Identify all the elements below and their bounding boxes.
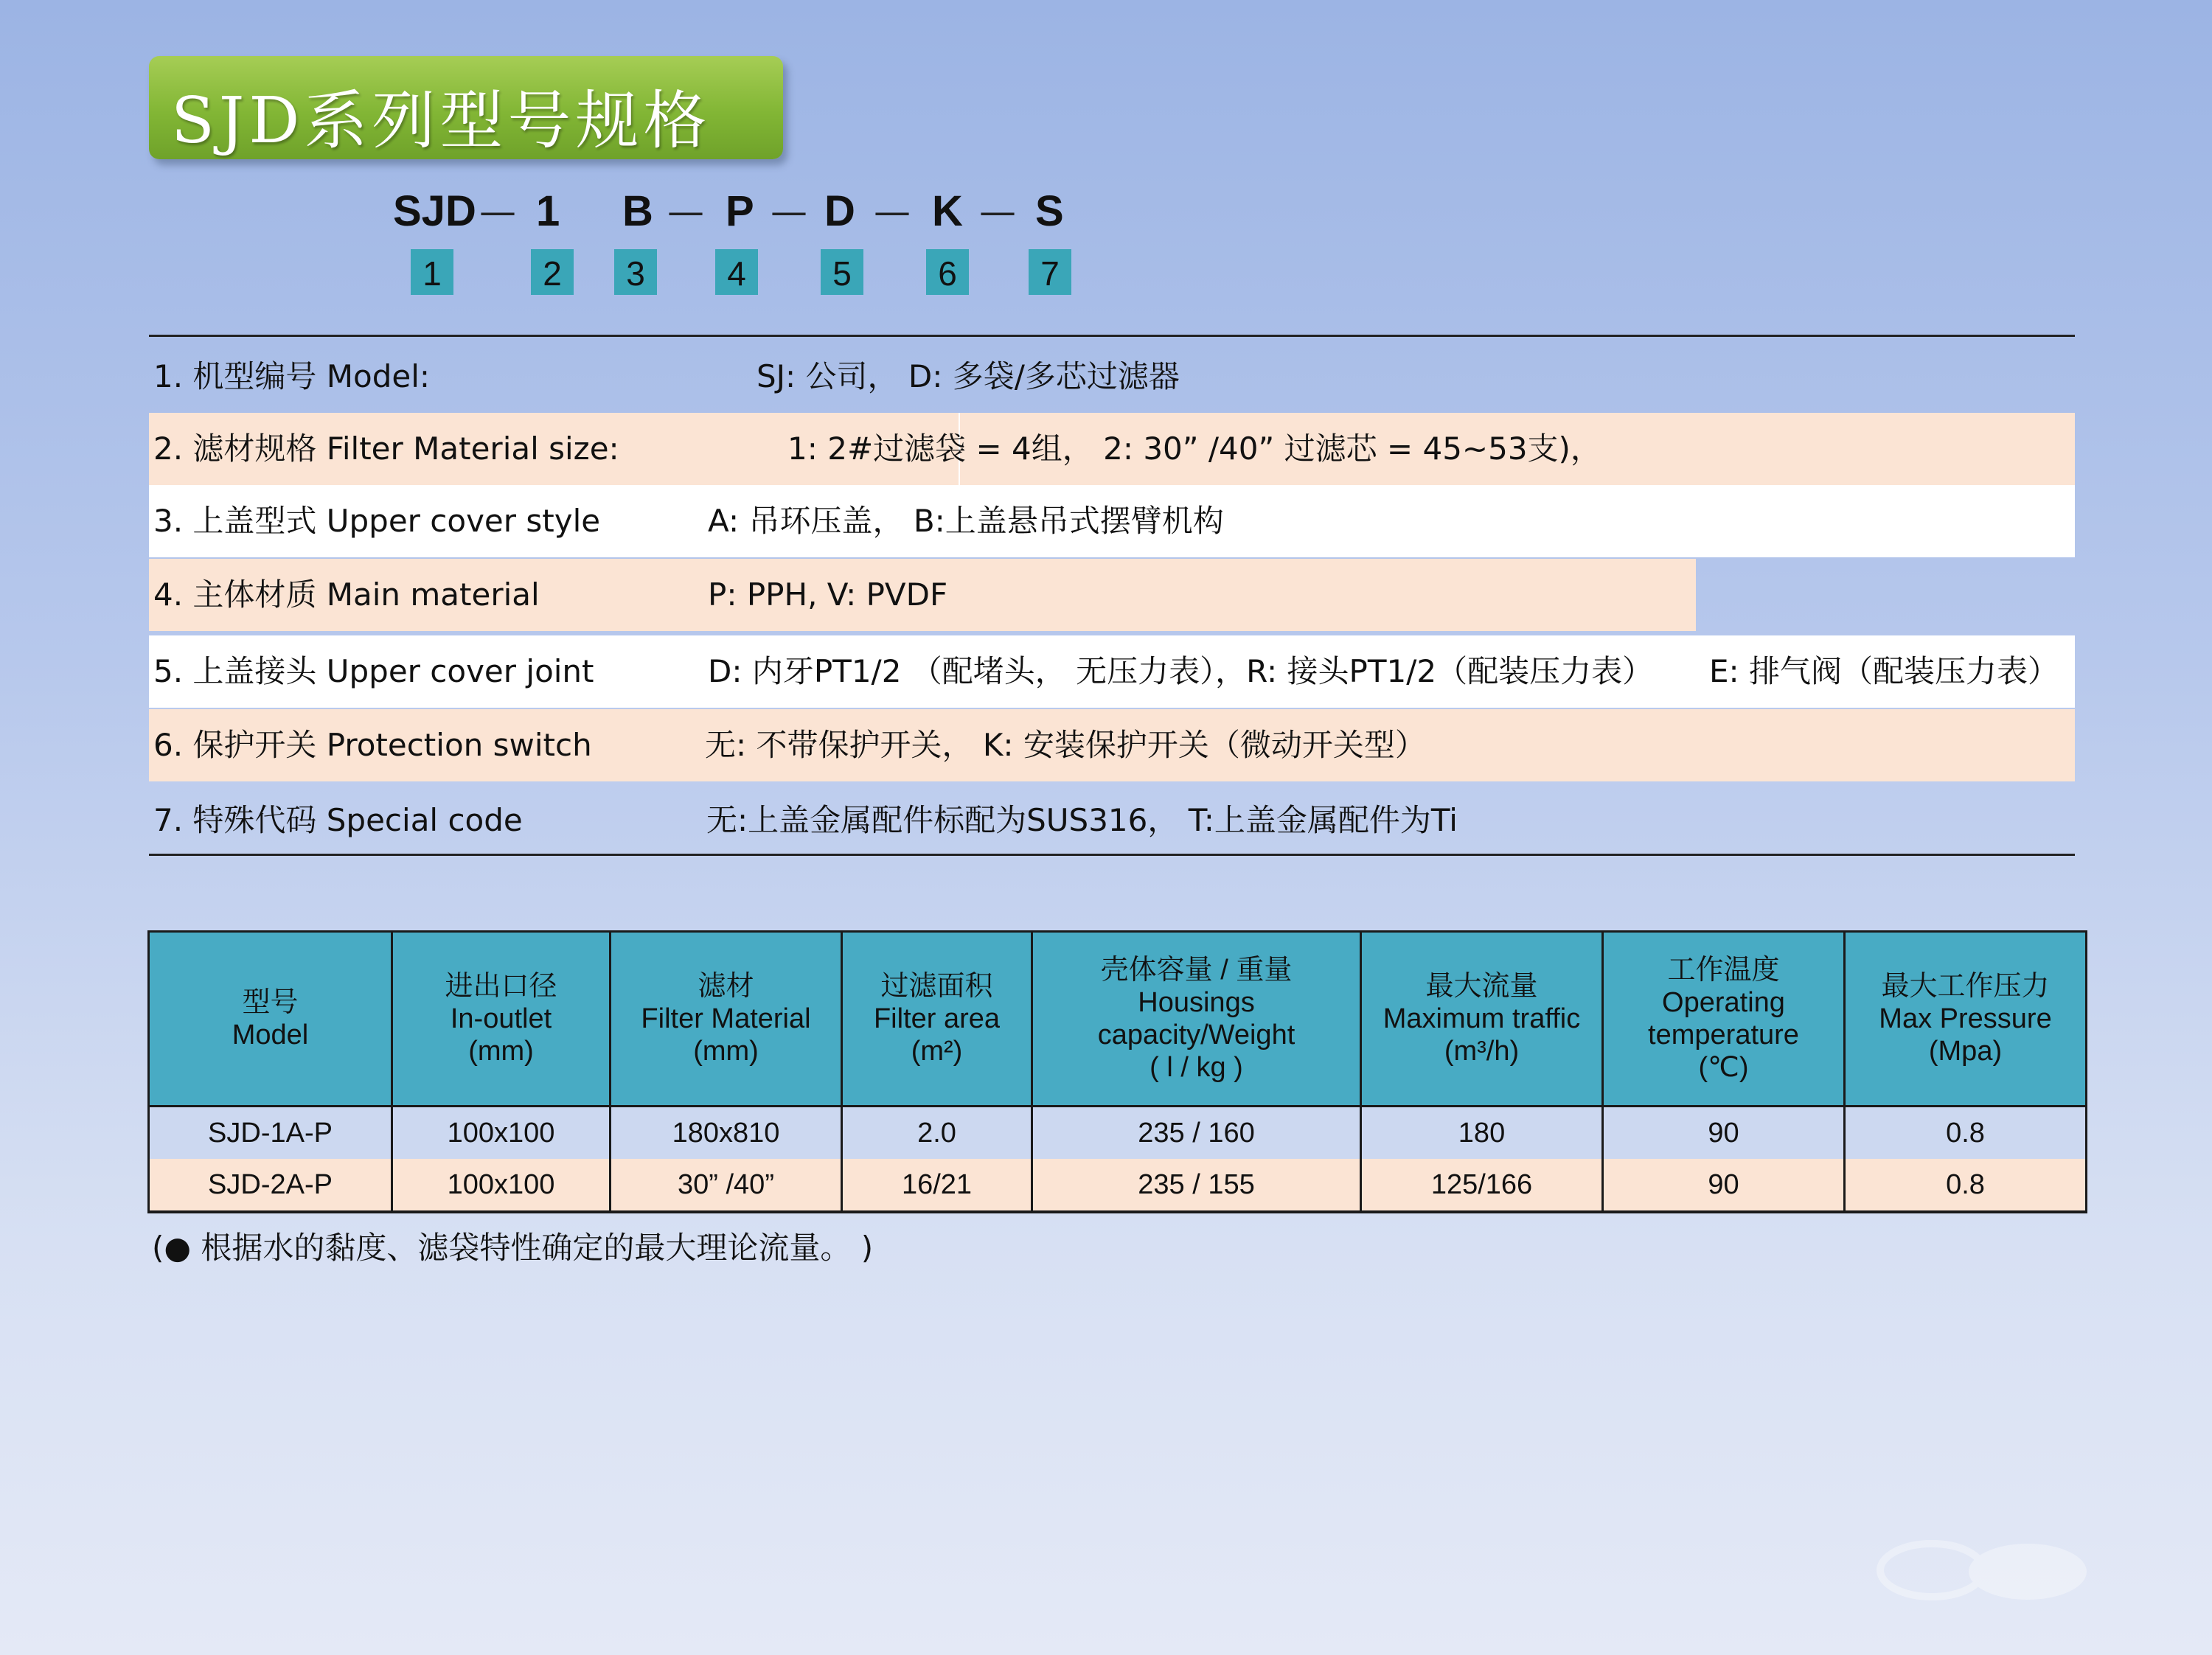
table-header-row [149,932,2087,1107]
header-en: In-outlet [450,1003,552,1034]
code-part-material: P [726,187,754,235]
spec-value: A: 吊环压盖， B:上盖悬吊式摆臂机构 [708,503,1224,539]
header-en: Operating [1662,987,1785,1018]
table-cell: 235 / 160 [1032,1107,1361,1160]
code-index-box: 5 [821,249,863,295]
header-unit: (mm) [468,1036,534,1067]
table-cell: 90 [1603,1159,1845,1212]
code-separator: — [479,190,516,233]
table-cell: SJD-2A-P [149,1159,392,1212]
code-part-filter: 1 [536,187,560,235]
page-title: SJD系列型号规格 [171,84,712,158]
header-en: Housings [1138,987,1255,1018]
code-index-box: 6 [926,249,969,295]
spec-row-cover-joint [149,635,2075,708]
spec-row-filter-size [149,413,2075,485]
spec-row-special-code [149,784,2075,857]
header-en: Max Pressure [1879,1003,2052,1034]
spec-value: 无:上盖金属配件标配为SUS316， T:上盖金属配件为Ti [706,802,1458,838]
code-part-cover: B [622,187,653,235]
header-en: capacity/Weight [1097,1020,1295,1051]
header-cn: 过滤面积 [880,971,993,1002]
header-cn: 进出口径 [445,971,557,1002]
code-separator: — [667,190,704,233]
header-max-traffic [1361,932,1603,1107]
code-part-switch: K [932,187,963,235]
watermark-logo [1843,1533,2109,1607]
table-cell: 180x810 [611,1107,842,1160]
code-index-box: 2 [531,249,574,295]
table-row [149,1159,2087,1212]
header-filter-area [842,932,1032,1107]
code-index-box: 1 [411,249,453,295]
header-cn: 最大工作压力 [1881,971,2050,1002]
spec-value: 无: 不带保护开关， K: 安装保护开关（微动开关型） [705,727,1426,763]
table-cell: 100x100 [392,1107,611,1160]
table-cell: 125/166 [1361,1159,1603,1212]
header-housings [1032,932,1361,1107]
code-part-series: SJD [393,187,476,235]
table-row [149,1107,2087,1160]
code-part-special: S [1035,187,1064,235]
table-cell: 30” /40” [611,1159,842,1212]
header-en: temperature [1648,1020,1799,1051]
spec-row-cover-style [149,485,2075,557]
header-unit: (m³/h) [1444,1036,1520,1067]
spec-value: D: 内牙PT1/2 （配堵头， 无压力表），R: 接头PT1/2（配装压力表） [708,653,1654,689]
spec-row-model [149,341,2075,413]
code-separator: — [874,190,911,233]
header-unit: (m²) [911,1036,963,1067]
spec-value: P: PPH, V: PVDF [708,576,948,613]
table-cell: 0.8 [1845,1107,2087,1160]
spec-row-protection-switch [149,709,2075,781]
divider-top [149,335,2075,337]
code-index-box: 3 [614,249,657,295]
code-part-joint: D [824,187,855,235]
code-index-box: 7 [1029,249,1071,295]
header-cn: 工作温度 [1667,955,1780,986]
title-banner [149,56,783,159]
header-cn: 壳体容量 / 重量 [1100,955,1293,986]
spec-label: 7. 特殊代码 Special code [153,802,523,838]
spec-label: 2. 滤材规格 Filter Material size: [153,431,619,467]
header-cn: 最大流量 [1425,971,1538,1002]
header-unit: ( l / kg ) [1150,1052,1243,1083]
header-filter-material [611,932,842,1107]
header-unit: (mm) [693,1036,759,1067]
table-cell: 180 [1361,1107,1603,1160]
header-en: Filter area [873,1003,1001,1034]
code-separator: — [771,190,807,233]
header-temperature [1603,932,1845,1107]
spec-value: 1: 2#过滤袋 = 4组， 2: 30” /40” 过滤芯 = 45~53支)， [787,431,1601,467]
table-cell: 16/21 [842,1159,1032,1212]
table-cell: 235 / 155 [1032,1159,1361,1212]
header-cn: 滤材 [698,971,754,1002]
header-en: Maximum traffic [1382,1003,1581,1034]
spec-label: 4. 主体材质 Main material [153,576,540,613]
table-cell: 90 [1603,1107,1845,1160]
header-cn: 型号 [242,987,299,1018]
header-in-outlet [392,932,611,1107]
header-model [149,932,392,1107]
spec-label: 6. 保护开关 Protection switch [153,727,592,763]
spec-label: 5. 上盖接头 Upper cover joint [153,653,594,689]
table-cell: 2.0 [842,1107,1032,1160]
footnote: (● 根据水的黏度、滤袋特性确定的最大理论流量。 ) [152,1230,874,1266]
code-index-box: 4 [715,249,758,295]
header-en: Filter Material [641,1003,811,1034]
spec-row-main-material [149,559,1696,631]
spec-table [147,930,2087,1213]
spec-value: SJ: 公司， D: 多袋/多芯过滤器 [757,358,1180,394]
header-max-pressure [1845,932,2087,1107]
spec-value-extra: E: 排气阀（配装压力表） [1709,653,2059,689]
table-cell: SJD-1A-P [149,1107,392,1160]
divider-bottom [149,854,2075,856]
code-separator: — [979,190,1016,233]
spec-label: 3. 上盖型式 Upper cover style [153,503,601,539]
header-en: Model [232,1020,309,1051]
header-unit: (Mpa) [1928,1036,2003,1067]
spec-label: 1. 机型编号 Model: [153,358,431,394]
table-cell: 100x100 [392,1159,611,1212]
header-unit: (℃) [1698,1052,1749,1083]
table-cell: 0.8 [1845,1159,2087,1212]
